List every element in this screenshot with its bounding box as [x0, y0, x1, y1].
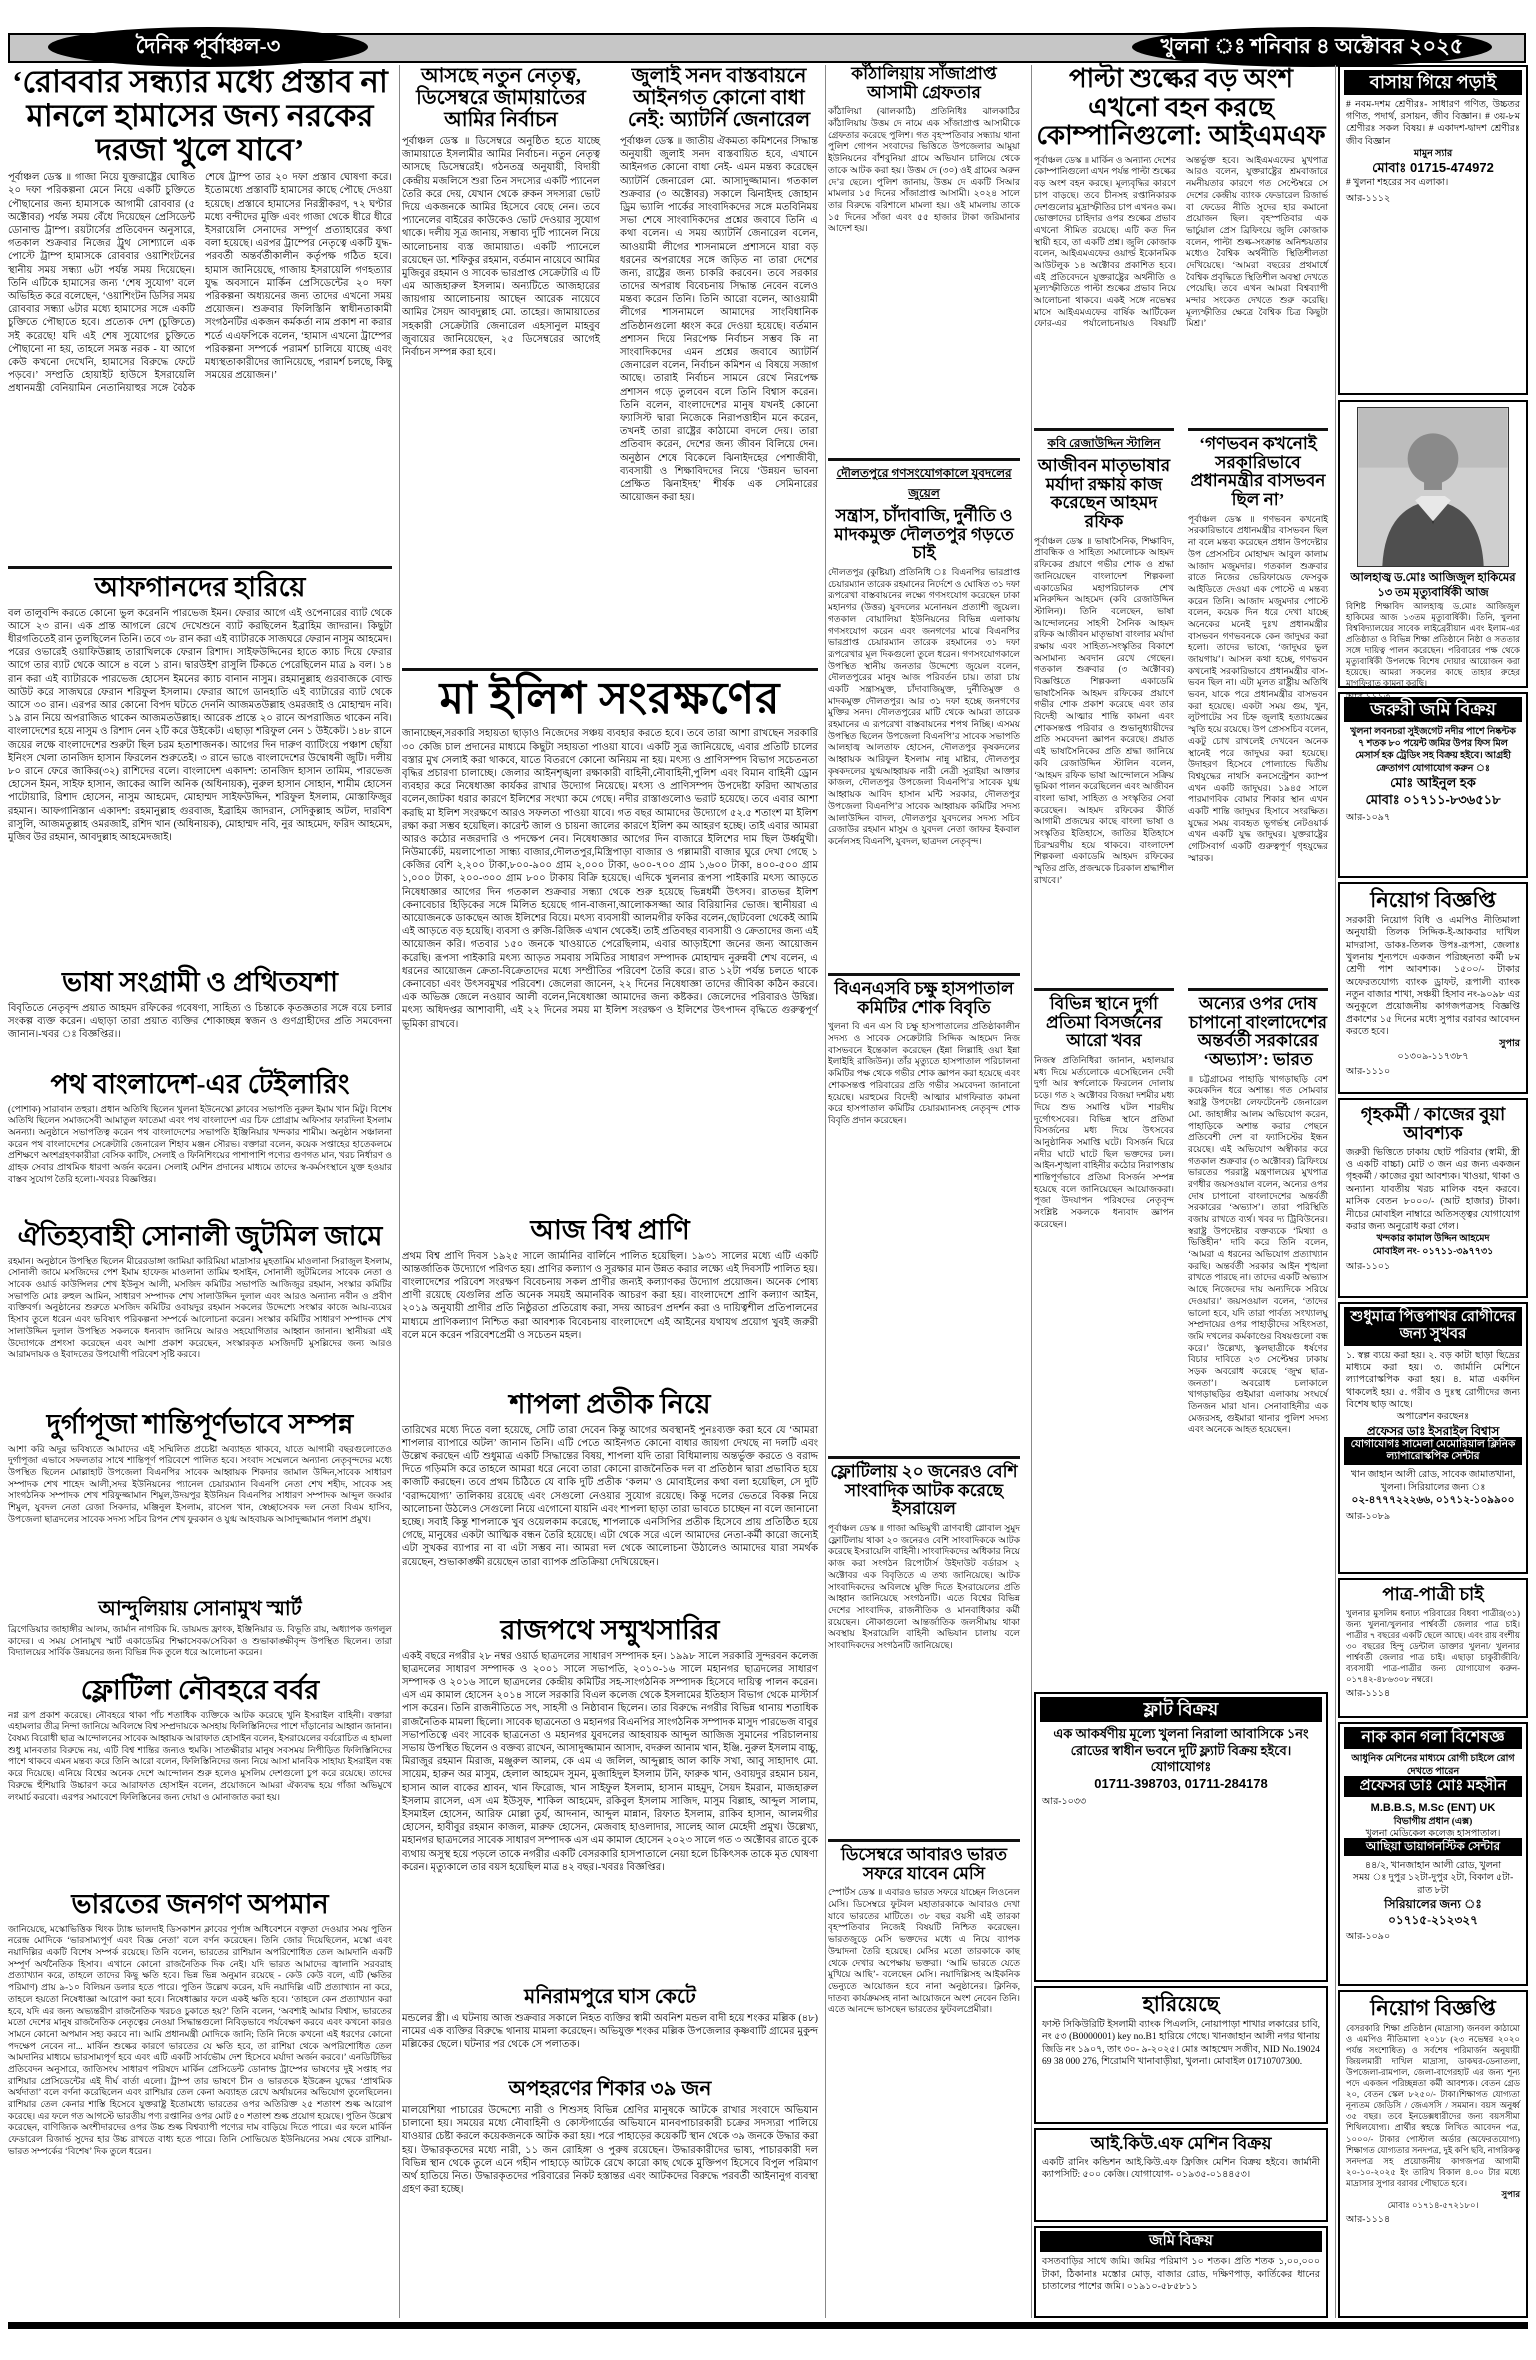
article-bhasha-headline: ভাষা সংগ্রামী ও প্রথিতযশা	[62, 967, 338, 997]
column-divider	[399, 65, 400, 2318]
masthead-left-badge	[48, 27, 368, 67]
article-attorney-body: পূর্বাঞ্চল ডেস্ক ॥ জাতীয় ঐকমত্য কমিশনের সিদ্ধান্ত অনুযায়ী জুলাই সনদ বাস্তবায়িত হবে, এখানে আইনগত কোনো বাধা নেই- এমন মন্তব্য করেছেন অ্যাটর্নি জেনারেল মো. আসাদুজ্জামান। গতকাল শুক্রবার (৩ অক্টোবর) সকালে ঝিনাইদহ জোহান ড্রিম ভ্যালি পার্কের সাংবাদিকদের সঙ্গে মতবিনিময় সভা শেষে সাংবাদিকদের প্রশ্নের জবাবে তিনি এ কথা বলেন। এ সময় অ্যাটর্নি জেনারেল বলেন, আওয়ামী লীগের শাসনামলে প্রশাসনে যারা বড় ধরনের অপরাধের সঙ্গে জড়িত না তারা দেশের জন্য, রাষ্ট্রের জন্য চাকরি করবেন। তবে সরকার তাদের অপরাধ বিবেচনায় সিদ্ধান্ত নেবেন বলেও মন্তব্য করেন তিনি। তিনি আরো বলেন, আওয়ামী লীগের শাসনামলে আমাদের সাংবিধানিক প্রতিষ্ঠানগুলো ধ্বংস করে দেওয়া হয়েছে। বর্তমান প্রশাসন দিয়ে নিরপেক্ষ নির্বাচন সম্ভব কি না সাংবাদিকদের এমন প্রশ্নের জবাবে অ্যাটর্নি জেনারেল বলেন, নির্বাচন কমিশন এ বিষয়ে সজাগ আছে। তারাই নির্বাচন সামনে রেখে নিরপেক্ষ প্রশাসন গড়ে তুলবেন বলে তিনি বিশ্বাস করেন। তিনি বলেন, বাংলাদেশের মানুষ যখনই কোনো ফ্যাসিস্ট দ্বারা নিজেকে নিরাপত্তাহীন মনে করেন, তখনই তারা রাষ্ট্রের কাঠামো বদলে দেয়। তারা প্রতিবাদ করেন, দেশের জন্য জীবন বিলিয়ে দেন। অনুষ্ঠান শেষে বিকেলে ঝিনাইদহের পেশাজীবী, ব্যবসায়ী ও শিক্ষাবিদদের নিয়ে ‘উন্নয়ন ভাবনা প্রেক্ষিত ঝিনাইদহ’ শীর্ষক এক সেমিনারের আয়োজন করা হয়।	[620, 136, 818, 504]
article-rafiq-body: পূর্বাঞ্চল ডেস্ক ॥ ভাষাসৈনিক, শিক্ষাবিদ, প্রাবন্ধিক ও সাহিত্য সমালোচক আহমদ রফিকের প্রয়াণে গভীর শোক ও শ্রদ্ধা জানিয়েছেন বাংলাদেশ শিল্পকলা একাডেমির মহাপরিচালক শেখ মনিরুদ্দিন আহমেদ (কবি রেজাউদ্দিন স্টালিন)। তিনি বলেছেন, ভাষা আন্দোলনের সাহসী সৈনিক আহমদ রফিক আজীবন মাতৃভাষা বাংলার মর্যাদা রক্ষায় এবং সাহিত্য-সংস্কৃতির বিকাশে অসামান্য অবদান রেখে গেছেন। গতকাল শুক্রবার (৩ অক্টোবর) বিজ্ঞপ্তিতে শিল্পকলা একাডেমি ভাষাসৈনিক আহমদ রফিকের প্রয়াণে গভীর শোক প্রকাশ করেছে এবং তার বিদেহী আত্মার শান্তি কামনা এবং শোকসন্তপ্ত পরিবার ও শুভানুধ্যায়ীদের প্রতি সমবেদনা জ্ঞাপন করেছে। প্রয়াত এই ভাষাসৈনিকের প্রতি শ্রদ্ধা জানিয়ে কবি রেজাউদ্দিন স্টালিন বলেন, ‘আহমদ রফিক ভাষা আন্দোলনে সক্রিয় ভূমিকা পালন করেছিলেন এবং আজীবন বাংলা ভাষা, সাহিত্য ও সংস্কৃতির সেবা করেছেন। আহমদ রফিকের কীর্তি আগামী প্রজন্মের কাছে বাংলা ভাষা ও সংস্কৃতির ইতিহাসে, জাতির ইতিহাসে চিরস্মরণীয় হয়ে থাকবে। বাংলাদেশ শিল্পকলা একাডেমি আহমদ রফিকের স্মৃতির প্রতি, প্রজন্মকে চিরকাল শ্রদ্ধাশীল রাখবে।’	[1034, 535, 1174, 885]
ad-job-notice-1-body: সরকারী নিয়োগ বিধি ও এমপিও নীতিমালা অনুযায়ী তিলক সিদ্দিক-ই-আকবার দাখিল মাদরাসা, ডাকঃ-তিলক উপঃ-রূপসা, জেলাঃ খুলনায় শূন্যপদে একজন পরিচ্ছনতা কর্মী ৮ম শ্রেণী পাশ আবশ্যক। ১৫০০/- টাকার অফেরতযোগ্য ব্যাংক ড্রাফট, রূপালী ব্যাংক নতুন বাজার শাখা, সঞ্চয়ী হিসাব নং-৯০৯৮ এর অনুকূলে প্রয়োজনীয় কাগজপত্রসহ বিজ্ঞপ্তি প্রকাশের ১৫ দিনের মধ্যে সুপার বরাবর আবেদন করতে হবে।	[1346, 916, 1520, 1038]
ad-job-notice-2	[1338, 1990, 1528, 2318]
article-durga-bisorjon-headline: বিভিন্ন স্থানে দুর্গা প্রতিমা বিসর্জনের আরো খবর	[1045, 994, 1163, 1051]
ad-gallstone-clinic-ref: আর-১০৮৯	[1346, 1511, 1391, 1522]
article-sonali-body: রহমান। অনুষ্ঠানে উপস্থিত ছিলেন মীরেরডাঙ্গা জামিয়া কারিমিয়া মাদ্রাসার মুহতামিম মাওলানা সিরাজুল ইসলাম, সোনালী জামে মসজিদের পেশ ইমাম হাফেজ মাওলানা তামিম হুসাইন, সোনালী জুটমিলের সাবেক নেতা ও সাবেক ওয়ার্ড কাউন্সিলর শেখ ইউনুস আলী, মসজিদ কমিটির সভাপতি আজিজুর রহমান, সংস্কার কমিটির সভাপতি মোঃ রুহুল আমিন, সাধারণ সম্পাদক শেখ সালাউদ্দিন দুলাল এবং আরও অন্যান্য নবীন ও প্রবীণ ব্যক্তিবর্গ। অনুষ্ঠানের শুরুতে মসজিদ কমিটির ওবায়দুর রহমান সকলের উদ্দেশ্যে সংস্কার কাজে আয়-ব্যয়ের হিসাব তুলে ধরেন এবং ভবিষ্যৎ পরিকল্পনা সম্পর্কে আলোচনা করেন। সংস্কার কমিটির সাধারণ সম্পাদক শেখ সালাউদ্দিন দুলাল উপস্থিত সকলকে ধন্যবাদ জানিয়ে আরও সহযোগিতার আহ্বান জানান। স্থানীয়রা এই উদ্যোগকে প্রশংসা করেছেন এবং আশা প্রকাশ করেছেন, সংস্কারকৃত মসজিদটি মুসল্লিদের জন্য আরও আরামদায়ক ও ইবাদতের উপযোগী পরিবেশ সৃষ্টি করবে।	[8, 1255, 392, 1360]
article-rafiq	[1034, 428, 1174, 984]
ad-gallstone-clinic-address: খান জাহান আলী রোড, সাবেক জামাতখানা, খুলনা। সিরিয়ালের জন্য ঃ	[1350, 1470, 1516, 1493]
article-gonobhobon	[1188, 428, 1328, 984]
article-hamas-headline: ‘রোববার সন্ধ্যার মধ্যে প্রস্তাব না মানলে হামাসের জন্য নরকের দরজা খুলে যাবে’	[12, 64, 388, 168]
ad-job-notice-2-body: বেসরকারি শিক্ষা প্রতিষ্ঠান (মাদ্রাসা) জনবল কাঠামো ও এমপিও নীতিমালা ২০১৮ (২৩ নভেম্বর ২০২০ পর্যন্ত সংশোধিত) ও সর্বশেষ পরিমার্জন অনুযায়ী জিয়লমারী দাখিল মাদ্রাসা, ডাকঘর-ডেনাতলা, উপজেলা-রামপাল, জেলা-বাগেরহাট এর জন্য শূন্য পদে একজন পরিচ্ছন্নতা কর্মী আবশ্যক। বেতন গ্রেড ২০, বেতন স্কেল ৮২৫০/- টাকা।শিক্ষাগত যোগ্যতা নূন্যতম জেডিসি / জেএসসি / সমমান। বয়স অনুর্ধ্ব ৩৫ বছর। তবে ইনডেক্সধারীদের জন্য বয়সসীমা শিথিলযোগ্য। প্রার্থীর স্বহস্তে লিখিত আবেদন পত্র, ১০০০/- টাকার পোস্টাল অর্ডার (অফেরতযোগ্য) শিক্ষাগত যোগ্যতার সনদপত্র, দুই কপি ছবি, নাগরিকত্ব সনদপত্র সহ প্রয়োজনীয় কাগজপত্র আগামী ২০-১০-২০২৫ ইং তারিখ বিকাল ৪.০০ টার মধ্যে মাদ্রাসার সুপার বরাবর পৌছাতে হবে।	[1346, 2023, 1520, 2188]
ad-ent-specialist-line1: আধুনিক মেশিনের মাধ্যমে রোগী চাইলে রোগ দেখতে পারেন	[1351, 1754, 1515, 1777]
article-rajpath	[402, 1616, 818, 1982]
article-andulia-headline: আন্দুলিয়ায় সোনামুখ স্মার্ট	[98, 1598, 302, 1620]
ad-ent-specialist-hospital: খুলনা মেডিকেল কলেজ হাসপাতাল।	[1365, 1828, 1501, 1839]
page-bottom-rule	[8, 2322, 1528, 2329]
ad-tuition-phone: মোবাঃ 01715-474972	[1372, 160, 1494, 176]
article-bhasha	[8, 968, 392, 1066]
article-afghan-headline: আফগানদের হারিয়ে	[94, 572, 306, 602]
ad-ent-specialist-title: নাক কান গলা বিশেষজ্ঞ	[1344, 1727, 1522, 1749]
article-hilsa	[402, 668, 818, 1212]
ad-gallstone-clinic	[1338, 1302, 1528, 1574]
article-flotilla-body: নগ্ন রূপ প্রকাশ করেছে। নৌবহরে থাকা পাঁচ শতাধিক ব্যক্তিকে আটক করেছে খুনি ইসরাইল বাহিনী। বক্তারা এহামলার তীব্র নিন্দা জানিয়ে অবিলম্বে বিশ্ব সম্প্রদায়কে অসহায় ফিলিস্তিনিদের পাশে দাঁড়ানোর আহ্বান জানান। বৈষম্য বিরোধী ছাত্র আন্দোলনের সাবেক আহ্বায়ক আরাফাত হোসাইন বলেন, ইসরায়েলের বর্বরোচিত এ হামলা শুধু মানবতার বিরুদ্ধে নয়, এটি বিশ্ব শান্তির জন্যও হুমকি। সাতক্ষীরার মানুষ সবসময় নিপীড়িত ফিলিস্তিনিদের পাশে থাকবে এমন মন্তব্য করে তিনি আরো বলেন, ফিলিস্তিনিদের জন্য নিয়ে আসা মানবিক সাহায্য ইসরাইল বন্ধ করে দিয়েছে। এনিয়ে বিশ্বের অনেক দেশে আন্দোলন শুরু হলেও মুসলিম দেশগুলো চুপ করে রয়েছে। তাদের বিরুদ্ধে হুঁশিয়ারি উচ্চারণ করে আরাফাত হোসাইন বলেন, প্রয়োজনে আমরা ঐক্যবদ্ধ হয়ে গাঁজা অভিমুখে লংমার্চ করবো। এরপর সমাবেশে ফিলিস্তিনের জন্য দোয়া ও মোনাজাত করা হয়।	[8, 1709, 392, 1802]
ad-ent-specialist-address: ৪৪/২, খানজাহান আলী রোড, খুলনা	[1364, 1861, 1502, 1872]
ad-land-sale	[1034, 2226, 1328, 2318]
ad-flat-sale	[1034, 1692, 1328, 1982]
column-divider	[825, 65, 826, 2318]
masthead-right-badge	[1132, 27, 1492, 67]
article-attorney-headline: জুলাই সনদ বাস্তবায়নে আইনগত কোনো বাধা নেই: অ্যাটর্নি জেনারেল	[627, 65, 811, 131]
article-bnsb-body: খুলনা বি এন এস বি চক্ষু হাসপাতালের প্রতিষ্ঠাকালীন সদস্য ও সাবেক সেক্রেটারি সিদ্দিক আহমেদ নিজ বাসভবনে ইন্তেকাল করেছেন (ইন্না লিল্লাহি ওয়া ইন্না ইলাইহি রাজিউন)। তাঁর মৃত্যুতে হাসপাতাল পরিচালনা কমিটির পক্ষ থেকে গভীর শোক জ্ঞাপন করা হয়েছে এবং শোকসন্তপ্ত পরিবারের প্রতি গভীর সমবেদনা জানানো হয়েছে। মরহুমের বিদেহী আত্মার মাগফিরাত কামনা করে হাসপাতাল কমিটির চেয়ারম্যানসহ নেতৃবৃন্দ শোক বিবৃতি প্রদান করেছেন।	[828, 1021, 1020, 1125]
ad-ent-specialist-hours: সময় ঃ দুপুর ১২টা-দুপুর ২টা, বিকাল ৫টা-রাত ৮টা	[1352, 1873, 1514, 1896]
ad-flat-sale-body: এক আকর্ষণীয় মূল্যে খুলনা নিরালা আবাসিকে ১নং রোডের স্বাধীন ভবনে দুটি ফ্ল্যাট বিক্রয় হইবে। যোগাযোগঃ	[1053, 1725, 1309, 1775]
article-kathalia	[828, 65, 1020, 455]
ad-maid-wanted-contact: খন্দকার কামাল উদ্দিন আহমেদ	[1376, 1234, 1490, 1245]
ad-urgent-land-contact: মোঃ আইনুল হক	[1390, 775, 1476, 791]
article-sonali	[8, 1222, 392, 1406]
article-monirampur	[402, 1986, 818, 2074]
article-messi-body: স্পোর্টস ডেস্ক ॥ এবারও ভারত সফরে যাচ্ছেন লিওনেল মেসি। ডিসেম্বরে ফুটবল মহাতারকাকে আবারও দেখা যাবে ভারতের মাটিতে। ৩৮ বছর বয়সী এই তারকা বৃহস্পতিবার নিজেই বিষয়টি নিশ্চিত করেছেন। ভারতজুড়ে মেসি ভক্তদের মধ্যে এ নিয়ে ব্যাপক উন্মাদনা তৈরি হয়েছে। মেসির মতো তারকাকে কাছ থেকে দেখার অপেক্ষায় ভক্তরা। ‘আমি ভারতে যেতে মুখিয়ে আছি’- বলেছেন মেসি। নয়াদিল্লিসহ আইকনিক ভেন্যুতে আয়োজন হবে নানা অনুষ্ঠানের। ক্লিনিক, দাতব্য কার্যক্রমসহ নানা আয়োজনে অংশ নেবেন তিনি। এতে আনন্দে ভাসছেন ভারতের ফুটবলপ্রেমীরা।	[828, 1887, 1020, 2015]
masthead-section-title: দৈনিক পূর্বাঞ্চল-৩	[135, 33, 281, 58]
ad-ent-specialist-role: বিভাগীয় প্রধান (এক্স)	[1393, 1816, 1473, 1827]
article-kidnap-headline: অপহরণের শিকার ৩৯ জন	[508, 2078, 712, 2100]
article-kathalia-headline: কাঁঠালিয়ায় সাঁজাপ্রাপ্ত আসামী গ্রেফতার	[851, 64, 997, 102]
article-imf-body: পূর্বাঞ্চল ডেস্ক ॥ মার্কিন ও অন্যান্য দেশের কোম্পানিগুলো এখন পর্যন্ত পাল্টা শুল্কের বড় অংশ বহন করছে। মূল্যবৃদ্ধির কারণে চাপ বাড়ছে। তবে চীনসহ রপ্তানিকারক দেশগুলোর মুদ্রাস্ফীতির চাপ এখনও কম। ভোক্তাদের চাহিদার ওপর শুল্কের প্রভাব এখনো সীমিত রয়েছে। এটি কত দিন স্থায়ী হবে, তা একটি প্রশ্ন। জুলি কোজাক বলেন, আইএমএফের ওয়ার্ল্ড ইকোনমিক আউটলুক ১৪ অক্টোবর প্রকাশিত হবে। এই প্রতিবেদনে যুক্তরাষ্ট্রের অর্থনীতি ও মূল্যস্ফীতিতে পাল্টা শুল্কের প্রভাব নিয়ে আলোচনা থাকবে। একই সঙ্গে নভেম্বর মাসে আইএমএফের বার্ষিক আর্টিকেল ফোর-এর পর্যালোচনায়ও বিষয়টি অন্তর্ভুক্ত হবে। আইএমএফের মুখপাত্র আরও বলেন, যুক্তরাষ্ট্রের শ্রমবাজারে নমনীয়তার কারণে গত সেপ্টেম্বরে সে দেশের কেন্দ্রীয় ব্যাংক ফেডারেল রিজার্ভ বা ফেডের নীতি সুদের হার কমানো প্রয়োজন ছিল। বৃহস্পতিবার এক ভার্চুয়াল প্রেস ব্রিফিংয়ে জুলি কোজাক বলেন, পাল্টা শুল্ক-সংক্রান্ত অনিশ্চয়তার মধ্যেও বৈশ্বিক অর্থনীতি স্থিতিশীলতা দেখিয়েছে। ‘আমরা বছরের প্রথমার্ধে বৈশ্বিক প্রবৃদ্ধিতে স্থিতিশীল অবস্থা দেখতে পেয়েছি। তবে এখন আমরা বিশ্বব্যাপী মন্দার সংকেত দেখতে শুরু করেছি। মূল্যস্ফীতির ক্ষেত্রে বৈশ্বিক চিত্র কিছুটা মিশ্র।’	[1034, 154, 1328, 329]
ad-job-notice-1	[1338, 882, 1528, 1094]
article-flotilla	[8, 1676, 392, 1886]
article-messi	[828, 1839, 1020, 2318]
article-durga-peaceful-body: আশা করি অদুর ভবিষ্যতে আমাদের এই সম্মিলিত প্রচেষ্টা অব্যাহত থাকবে, যাতে আগামী বছরগুলোতেও দুর্গাপূজা এভাবে সফলতার সাথে শান্তিপূর্ণ পরিবেশে পালিত হবে। সংবাদ সম্মেলনে অন্যান্য নেতৃবৃন্দদের মধ্যে উপস্থিত ছিলেন মোল্লাহাট উপজেলা বিএনপির সাবেক আহ্বায়ক শিকদার জামাল উদ্দিন,সাবেক সাধারণ সম্পাদক শেখ শাহেদ আলী,সদর ইউনিয়নের প্যানেল চেয়ারম্যান বিএনপি নেতা শেখ শহীদ, সাবেক সহ সাংগঠনিক সম্পাদক শেখ শরিফুজ্জামান শিমুল,উদয়পুর ইউনিয়ন বিএনপির সাধারণ সম্পাদক আব্দুল জব্বার শিমুল, যুবদল নেতা রেজা সিকদার, মঞ্জিনুল ইসলাম, রাসেল খান, স্বেচ্ছাসেবক দল নেতা বিএম হাসিব, উপজেলা ছাত্রদলের সাবেক সদস্য সচিব রিপন শেখ ফুরকান ও যুগ্ম আহবায়ক আসাদুজ্জামান পলাশ প্রমুখ।	[8, 1443, 392, 1524]
article-durga-bisorjon-body: নিজস্ব প্রতিনিধিরা জানান, মহালয়ার মধ্য দিয়ে মর্ত্যলোকে এসেছিলেন দেবী দুর্গা আর স্বর্গলোকে ফিরলেন দোলায় চড়ে। গত ২ অক্টোবর বিজয়া দশমীর মধ্য দিয়ে শুভ সমাপ্তি ঘটল শারদীয় দুর্গোৎসবের। বিভিন্ন স্থানে প্রতিমা বিসর্জনের মধ্য দিয়ে উৎসবের আনুষ্ঠানিক সমাপ্তি ঘটে। বিসর্জন ঘিরে নদীর ঘাটে ঘাটে ছিল ভক্তদের ঢল। আইন-শৃঙ্খলা বাহিনীর কঠোর নিরাপত্তায় শান্তিপূর্ণভাবে প্রতিমা বিসর্জন সম্পন্ন হয়েছে বলে জানিয়েছেন আয়োজকরা। পূজা উদযাপন পরিষদের নেতৃবৃন্দ সংশ্লিষ্ট সকলকে ধন্যবাদ জ্ঞাপন করেছেন।	[1034, 1055, 1174, 1229]
ad-tuition-ref: আর-১১১২	[1346, 193, 1391, 204]
ad-ent-specialist	[1338, 1722, 1528, 1986]
ad-urgent-land-title: জরুরী জমি বিক্রয়	[1344, 697, 1522, 722]
article-shapla-body: তারিখের মধ্যে দিতে বলা হয়েছে, সেটি তারা দেবেন কিন্তু আগের অবস্থানই পুনঃব্যক্ত করা হবে যে ‘আমরা শাপলার ব্যাপারে অটল’ জানান তিনি। এটি পেতে আইনগত কোনো বাধার জায়গা দেখছে না দলটি এবং উল্লেখ করছেন এটি শুধুমাত্র একটি সিদ্ধান্তের বিষয়, শাপলা যদি তারা বিধিমালায় অন্তর্ভুক্ত করতে ও বরাদ্দ দিতে গড়িমসি করে তাহলে আমরা ধরে নেবো তারা কোনো রাজনৈতিক দল বা প্রতিষ্ঠান দ্বারা প্রভাবিত হয়ে কাজটি করছেন। তবে প্রথম চিঠিতে যে বাকি দুটি প্রতীক ‘কলম’ ও মোবাইলের কথা বলা হয়েছিল, সে দুটি ‘বরাদ্দযোগ্য’ তালিকায় রয়েছে এবং সেগুলো নেওয়ার সুযোগ রয়েছে। কিন্তু দলের ভেতরে বিকল্প নিয়ে আলোচনা উঠলেও সেগুলো নিয়ে এগোনো যায়নি এবং শাপলা ছাড়া তারা ভাবতে চাচ্ছেন না বলে জানানো হচ্ছে। সবাই কিন্তু শাপলাকে খুব ওয়েলকাম করেছে, শাপলাকে এনসিপির প্রতীক হিসেবে প্রায় প্রতিষ্ঠিত হয়ে গেছে, মানুষের একটা আত্মিক বন্ধন তৈরি হয়েছে। এটা থেকে সরে এলে আমাদের নেতা-কর্মী কারো জন্যেই এটা সুখকর ব্যাপার না বা এটা সম্ভব না। আমরা দল থেকে আলোচনা উঠালেও আমাদের যারা সমর্থক রয়েছেন, শুভাকাঙ্ক্ষী রয়েছেন তারা ব্যাপক প্রতিক্রিয়া দেখিয়েছেন।	[402, 1424, 818, 1568]
ad-iqf-machine	[1034, 2128, 1328, 2222]
ad-tuition-body: # নবম-দশম শ্রেণীরঃ- সাধারণ গণিত, উচ্চতর গণিত, পদার্থ, রসায়ন, জীব বিজ্ঞান। # ৩য়-৮ম শ্রেণীরঃ সকল বিষয়। # একাদশ-দ্বাদশ শ্রেণীরঃ জীব বিজ্ঞান	[1346, 99, 1520, 147]
article-poth-body: (পোশাক) সারা‌বান তহুরা। প্রধান অতিথি ছিলেন খুলনা ইউনেস্কো ক্লাবের সভাপতি নুরুল ইমাম খান মিটু। বিশেষ অতিথি ছিলেন সমাজসেবী আমাতুল ফাতেমা এবং পথ বাংলাদেশ এর চিফ প্রোগ্রাম অফিসার ফারদিনা ইসলাম অনন্যা। অনুষ্ঠানে সভাপতিত্ব করেন পথ বাংলাদেশের সভাপতি ইঞ্জিনিয়ার খন্দকার শামীম। অনুষ্ঠান সঞ্চালনা করেন পথ বাংলাদেশের সেক্রেটারি জেনারেল শিহাব মঞ্জন সৌরভ। বক্তারা বলেন, কয়েক সপ্তাহের হাতেকলমে প্রশিক্ষণে অংশগ্রহণকারীরা বেসিক কাটিং, সেলাই ও ফিনিশিংয়ের পাশাপাশি পণ্যের গুণগত মান, খরচ নির্ধারণ ও গ্রাহক সেবার প্রাথমিক ধারণা অর্জন করেন। সেলাই মেশিন প্রদানের মাধ্যমে তাদের স্ব-কর্মসংস্থানে যুক্ত হওয়ার বাস্তব সুযোগ তৈরি হলো।-খবরঃ বিজ্ঞপ্তির।	[8, 1103, 392, 1184]
ad-urgent-land-phone: মোবাঃ ০১৭১১-৮৩৬৫১৮	[1365, 791, 1501, 807]
ad-flat-sale-phones: 01711-398703, 01711-284178	[1094, 1776, 1268, 1792]
ad-iqf-machine-title: আই.কিউ.এফ মেশিন বিক্রয়	[1090, 2134, 1272, 2153]
ad-gallstone-clinic-title: শুধুমাত্র পিত্তপাথর রোগীদের জন্য সুখবর	[1344, 1307, 1522, 1346]
ad-lost-notice-body: ফাস্ট সিকিউরিটি ইসলামী ব্যাংক পিএলসি, নোয়াপাড়া শাখার লকারের চাবি, নং ৫৩ (B0000001) key no.B1 হারিয়ে গেছে। খানজাহান আলী নগর থানায় জিডি নং ১৯০৭, তাং ৩০- ৯-২০২৫। মোঃ আহম্মেদ সজীব, NID No.19024 69 38 000 276, শিরোমণি খানাবাড়ীয়া, খুলনা। মোবাইল 01710707300.	[1042, 2020, 1320, 2068]
article-doulatpur-headline: সন্ত্রাস, চাঁদাবাজি, দুর্নীতি ও মাদকমুক্ত দৌলতপুর গড়তে চাই	[834, 506, 1014, 563]
ad-maid-wanted	[1338, 1098, 1528, 1298]
article-shapla	[402, 1390, 818, 1612]
article-animal-day	[402, 1216, 818, 1386]
article-hamas	[8, 65, 392, 562]
article-durga-peaceful	[8, 1410, 392, 1594]
article-durga-bisorjon	[1034, 988, 1174, 1688]
ad-iqf-machine-body: একটি রানিং কন্ডিশন আই.কিউ.এফ ফ্রিজিং মেশিন বিক্রয় হইবে। জার্মানী ক্যাপসিটি: ৫০০ কেজি। যোগাযোগ- ০১৯৩৫-০১৪৪৫৩।	[1042, 2157, 1320, 2181]
article-imf	[1034, 65, 1328, 423]
article-imf-headline: পাল্টা শুল্কের বড় অংশ এখনো বহন করছে কোম্পানিগুলো: আইএমএফ	[1036, 64, 1326, 151]
article-poth-headline: পথ বাংলাদেশ-এর টেইলারিং	[50, 1069, 350, 1099]
article-india-insult	[8, 1890, 392, 2318]
article-rafiq-kicker: কবি রেজাউদ্দিন স্টালিন	[1047, 436, 1161, 450]
ad-matrimonial-body: খুলনার মুসলিম ধনাঢ্য পরিবারের বিধবা পাত্রীর(৩১) জন্য খুলনা/খুলনার পার্শ্ববর্তী জেলার পাত্র চাই। পাত্রীর ৭ বছরের একটি ছেলে আছে। এবং রায় বংশীয় ৩০ বছরের হিন্দু ডেন্টাল ডাক্তার খুলনা/ খুলনার পার্শ্ববর্তী জেলার পাত্র চাই। এছাড়া চাকুরীজীবি/ব্যবসায়ী পাত্র-পাত্রীর জন্য যোগাযোগ করুন- ০১৭৪২-৪৮৬৩০৮ নম্বরে।	[1346, 1607, 1520, 1685]
ad-lost-notice-title: হারিয়েছে	[1142, 1992, 1220, 2016]
article-sonali-headline: ঐতিহ্যবাহী সোনালী জুটমিল জামে	[17, 1221, 383, 1251]
masthead-dateline: খুলনা ঃ শনিবার ৪ অক্টোবর ২০২৫	[1160, 33, 1464, 58]
article-kathalia-body: কাঁঠালিয়া (ঝালকাঠি) প্রতিনিধিঃ ঝালকাঠির কাঁঠালিয়ায় উত্তম দে নামে এক সাঁজাপ্রাপ্ত আসামীকে গ্রেফতার করেছে পুলিশ। গত বৃহস্পতিবার সন্ধ্যায় থানা পুলিশ গোপন সংবাদের ভিত্তিতে উপজেলার আমুয়া ইউনিয়নের বাঁশবুনিয়া গ্রামে অভিযান চালিয়ে থেকে তাকে আটক করা হয়। উত্তম দে (৩০) ওই গ্রামের অরুন দে’র ছেলে। পুলিশ জানায়, উত্তম দে একটি সিআর মামলার ১৫ দিনের সাঁজাপ্রাপ্ত আসামী। ২০২৪ সালে তার বিরুদ্ধে বরিশালে মামলা হয়। ওই মামলায় তাকে ১৫ দিনের সাঁজা এবং ৫৫ হাজার টাকা জরিমানার আদেশ হয়।	[828, 106, 1020, 234]
ad-maid-wanted-ref: আর-১১০১	[1346, 1261, 1391, 1272]
ad-maid-wanted-phone: মোবাইল নং- ০১৭১১-৩৯৭৭৩১	[1372, 1246, 1494, 1257]
article-kidnap-body: মালয়েশিয়া পাচারের উদ্দেশ্যে নারী ও শিশুসহ বিভিন্ন শ্রেণির মানুষকে আটকে রাখার সংবাদে অভিযান চালানো হয়। সময়ের মধ্যে নৌবাহিনী ও কোস্টগার্ডের অভিযানে মানবপাচারকারী চক্রের সদস্যরা পালিয়ে যাওয়ার চেষ্টা করলে কয়েকজনকে আটক করা হয়। পরে পাহাড়ের কয়েকটি স্থান থেকে ৩৯ জনকে উদ্ধার করা হয়। উদ্ধারকৃতদের মধ্যে নারী, ১১ জন রোহিঙ্গা ও পুরুষ রয়েছেন। উদ্ধারকারীদের ভাষ্য, পাচারকারী দল বিভিন্ন স্থান থেকে তুলে এনে গহীন পাহাড়ে আটকে রেখে কারো কাছ থেকে মুক্তিপণ হিসেবে বিপুল পরিমাণ অর্থ হাতিয়ে নিত। উদ্ধারকৃতদের পরিবারের নিকট হস্তান্তর এবং আটকদের বিরুদ্ধে পরবর্তী আইনানুগ ব্যবস্থা গ্রহণ করা হচ্ছে।	[402, 2105, 818, 2196]
ad-matrimonial-title: পাত্র-পাত্রী চাই	[1382, 1584, 1484, 1604]
ad-land-sale-title: জমি বিক্রয়	[1040, 2231, 1322, 2252]
ad-gallstone-clinic-doctor: প্রফেসর ডাঃ ইসরাইল বিশ্বাস	[1366, 1423, 1500, 1438]
ad-job-notice-1-phone: ০১৩০৯-১১৭৩৮৭	[1397, 1051, 1469, 1062]
ad-job-notice-2-ref: আর-১১১৪	[1346, 2214, 1391, 2225]
article-india-insult-headline: ভারতের জনগণ অপমান	[71, 1889, 329, 1919]
ad-flat-sale-title: ফ্লাট বিক্রয়	[1040, 1697, 1322, 1722]
ad-tuition-tutor: মামুন স্যার	[1413, 149, 1453, 160]
ad-urgent-land-ref: আর-১০৯৭	[1346, 812, 1391, 823]
ad-urgent-land	[1338, 692, 1528, 878]
article-shapla-headline: শাপলা প্রতীক নিয়ে	[509, 1389, 711, 1419]
article-afghan-body: বল তালুবন্দি করতে কোনো ভুল করেননি পারভেজ ইমন। ফেরার আগে এই ওপেনারের ব্যাট থেকে আসে ২৩ রান। এক প্রান্ত আগলে রেখে দেখেশুনে ব্যাট করছিলেন ইব্রাহিম জাদরান। কিছুটা ধীরগতিতেই রান তুলছিলেন তিনি। তবে ৩৮ রান করা এই ব্যাটারকে সাজঘরে ফেরান নাসুম আহমেদ। পরের ওভারেই ওয়াফিউল্লাহ তারাখিলকে ফেরান রিশাদ। সাইফউদ্দিনের হাতে ক্যাচ দিয়ে ফেরার আগে তার ব্যাট থেকে আসে ৪ বলে ১ রান। দ্বারউইশ রাসুলি টিকতে পেরেছিলেন মাত্র ৯ বল। ১৪ রান করা এই ব্যাটারকে পারভেজ হোসেন ইমনের ক্যাচ বানান নাসুম। রহমানুল্লাহ গুরবাজকে বোল্ড আউট করে সাজঘরে ফেরান শরিফুল ইসলাম। ফেরার আগে ডানহাতি এই ব্যাটারের ব্যাট থেকে আসে ৩০ রান। এরপর আর কোনো বিপদ ঘটতে দেননি আজমতউল্লাহ ওমরজাই ও মোহাম্মদ নবি। ১৯ রান নিয়ে অপরাজিত থাকেন আজমতউল্লাহ। আরেক প্রান্তে ২০ রানে অপরাজিত থাকেন নবি। বাংলাদেশের হয়ে নাসুম ও রিশাদ নেন ২টি করে উইকেট। এছাড়া শরিফুল নেন ১ উইকেট। ১৪৮ রানে জয়ের লক্ষে বাংলাদেশের শুরুটা ছিল চরম হতাশাজনক। আগের দিন দারুণ ব্যাটিংয়ে পঞ্চাশ ছোঁয়া ইনিংস খেলা তানজিদ হাসান ফিরলেন শুরুতেই। ৩ রানে ভাঙে বাংলাদেশের উদ্বোধনী জুটি। দলীয় ৮০ রানে ফেরে জাকির(৩২) রাশিদের বলে। বাংলাদেশ একাদশ: তানজিদ হাসান তামিম, পারভেজ হোসেন ইমন, সাইফ হাসান, জাকের আলি অনিক (অধিনায়ক), নুরুল হাসান সোহান, শামীম হোসেন পাটোয়ারি, রিশাদ হোসেন, নাসুম আহমেদ, মোহাম্মদ সাইফউদ্দিন, শরিফুল ইসলাম, মোস্তাফিজুর রহমান। আফগানিস্তান একাদশ: রহমানুল্লাহ গুরবাজ, ইব্রাহিম জাদরান, সেদিকুল্লাহ অটল, দারবিশ রাসুলি, আজমতুল্লাহ ওমরজাই, রশিদ খান (অধিনায়ক), মোহাম্মদ নবি, নুর আহমেদ, ফরিদ আহমেদ, মুজিব উর রহমান, আবদুল্লাহ আহমেদজাই।	[8, 607, 392, 843]
article-messi-headline: ডিসেম্বরে আবারও ভারত সফরে যাবেন মেসি	[841, 1845, 1007, 1883]
article-bnsb-headline: বিএনএসবি চক্ষু হাসপাতাল কমিটির শোক বিবৃতি	[834, 979, 1014, 1017]
column-divider	[1335, 65, 1336, 2318]
ad-maid-wanted-body: জরুরী ভিত্তিতে ঢাকায় ছোট পরিবার (স্বামী, স্ত্রী ও একটি বাচ্চা) মোট ৩ জন এর জন্য একজন গৃহকর্মী / কাজের বুয়া আবশ্যক। খাওয়া, থাকা ও অন্যান্য যাবতীয় খরচ মালিক বহন করবে। মাসিক বেতন ৮০০০/- (আট হাজার) টাকা। নীচের মোবাইল নাম্বারে অতিসত্ত্বর যোগাযোগ করার জন্য অনুরোধ করা গেল।	[1346, 1147, 1520, 1232]
article-afghan	[8, 566, 392, 964]
article-india-habit-body: ॥ চট্টগ্রামের পাহাড়ি খাগড়াছড়ি বেশ কয়েকদিন ধরে অশান্ত। গত সোমবার স্বরাষ্ট্র উপদেষ্টা লেফটেনেন্ট জেনারেল মো. জাহাঙ্গীর আলম অভিযোগ করেন, পাহাড়িকে অশান্ত করার পেছনে প্রতিবেশী দেশ বা ফ্যাসিস্টের ইন্ধন রয়েছে। এই অভিযোগ অস্বীকার করে গতকাল শুক্রবার (৩ অক্টোবর) ব্রিফিংয়ে ভারতের পররাষ্ট্র মন্ত্রণালয়ের মুখপাত্র রণধীর জয়সওয়াল বলেন, অন্যের ওপর দোষ চাপানো বাংলাদেশের অন্তর্বর্তী সরকারের ‘অভ্যাস’। তারা পরিস্থিতি বজায় রাখতে ব্যর্থ। খবর দ্য ট্রিবিউনের। স্বরাষ্ট্র উপদেষ্টার বক্তব্যকে ‘মিথ্যা ও ভিত্তিহীন’ দাবি করে তিনি বলেন, ‘আমরা এ ধরনের অভিযোগ প্রত্যাখ্যান করছি। অন্তর্বর্তী সরকার আইন শৃঙ্খলা রাখতে পারছে না। তাদের একটি অভ্যাস আছে নিজেদের দায় অন্যদিকে সরিয়ে দেওয়ার।’ জয়সওয়াল বলেন, ‘তাদের ভালো হবে, যদি তারা পার্বত্য সংখ্যালঘু সম্প্রদায়ের ওপর পাহাড়ীদের সহিংসতা, জমি দখলের কর্মকাণ্ডের বিষয়গুলো বন্ধ করে।’ উল্লেখ্য, স্কুলছাত্রীকে ধর্ষণের বিচার দাবিতে ২৩ সেপ্টেম্বর ঢাকায় সড়ক অবরোধ করেছে ‘জুম্ম ছাত্র-জনতা’। অবরোধ চলাকালে খাগড়াছড়ির গুইমারা এলাকায় সংঘর্ষে তিনজন মারা যান। সেনাবাহিনীর এক মেজরসহ, গুইমারা থানার পুলিশ সদস্য এবং অনেকে আহত হয়েছেন।	[1188, 1073, 1328, 1435]
article-india-habit-headline: অন্যের ওপর দোষ চাপানো বাংলাদেশের অন্তর্বর্তী সরকারের ‘অভ্যাস’: ভারত	[1188, 994, 1328, 1070]
ad-ent-specialist-ref: আর-১০৯০	[1346, 1932, 1391, 1943]
article-doulatpur-body: দৌলতপুর (কুষ্টিয়া) প্রতিনিধি ঃ বিএনপির ভারপ্রাপ্ত চেয়ারম্যান তারেক রহমানের নির্দেশে ও ঘোষিত ৩১ দফা রূপরেখা বাস্তবায়নের লক্ষ্যে গণসংযোগ করেছেন ঢাকা মহানগর (উত্তর) যুবদলের মনোনয়ন প্রত্যাশী জুয়েল। গতকাল বোয়ালিয়া ইউনিয়নের বিভিন্ন এলাকায় গণসংযোগ করেন এবং জনগণের মাঝে বিএনপির ভারপ্রাপ্ত চেয়ারম্যান তারেক রহমানের ৩১ দফা রূপরেখার মূল দিকগুলো তুলে ধরেন। গণসংযোগকালে উপস্থিত স্থানীয় জনতার উদ্দেশ্যে জুয়েল বলেন, দৌলতপুরের মানুষ আজ পরিবর্তন চায়। তারা চায় একটি সন্ত্রাসমুক্ত, চাঁদাবাজিমুক্ত, দুর্নীতিমুক্ত ও মাদকমুক্ত দৌলতপুর। আর ৩১ দফা হচ্ছে জনগণের মুক্তির সনদ। দৌলতপুরের মাটি থেকে আমরা তারেক রহমানের এ রূপরেখা বাস্তবায়নের শপথ নিচ্ছি। এসময় উপস্থিত ছিলেন উপজেলা বিএনপি’র সাবেক সভাপতি আলহাজ্ব আলতাফ হোসেন, দৌলতপুর কৃষকদলের আহ্বায়ক আরিফুল ইসলাম নান্নু মাষ্টার, দৌলতপুর কৃষকদলের যুগ্মআহ্বায়ক নারী নেত্রী সুরাইয়া আক্তার কাজল, দৌলতপুর উপজেলা বিএনপি’র সাবেক যুগ্ম আহ্বায়ক আবিদ হাসান মন্টি সরকার, দৌলতপুর উপজেলা বিএনপি’র সাবেক আহ্বায়ক কমিটির সদস্য আলাউদ্দিন বাদল, দৌলতপুর যুবদলের সদস্য সচিব রেজাউর রহমান মাসুম ও যুবদল নেতা জাফর ইকবাল কর্নেলসহ বিএনপি, যুবদল, ছাত্রদল নেতৃবৃন্দ।	[828, 567, 1020, 846]
ad-land-sale-body: বসতবাড়ির সাথে জমি। জমির পরিমাণ ১০ শতক। প্রতি শতক ১,০০,০০০ টাকা, ঠিকানাঃ মস্তোর মোড়, বাজার রোড, দক্ষিণপাড়, কার্তিকের ধানের চাতালের পাশের জমি। ০১৯১০-৫৮৫৮১১	[1042, 2257, 1320, 2292]
article-doulatpur-kicker: দৌলতপুরে গণসংযোগকালে যুবদলের জুয়েল	[836, 466, 1012, 500]
article-hilsa-headline: মা ইলিশ সংরক্ষণের	[439, 674, 781, 723]
article-monirampur-headline: মনিরামপুরে ঘাস কেটে	[524, 1986, 696, 2008]
ad-ent-diagnostic-center: আছিয়া ডায়াগনস্টিক সেন্টার	[1344, 1838, 1522, 1856]
article-monirampur-body: মন্ডলের স্ত্রী। এ ঘটনায় আজ শুক্রবার সকালে নিহত ব্যক্তির স্বামী অবনিশ মন্ডল বাদী হয়ে শংকর মল্লিক (৪৮) নামের এক ব্যক্তির বিরুদ্ধে থানায় মামলা করেছেন। অভিযুক্ত শংকর মল্লিক উপজেলার কৃষ্ণবাটি গ্রামের মুকুন্দ মল্লিকের ছেলে। ঘটনার পর থেকে সে পলাতক।	[402, 2013, 818, 2051]
article-poth	[8, 1070, 392, 1218]
article-animal-day-headline: আজ বিশ্ব প্রাণি	[530, 1215, 690, 1245]
article-rajpath-body: একই বছরে নগরীর ২৮ নম্বর ওয়ার্ড ছাত্রদলের সাধারণ সম্পাদক হন। ১৯৯৮ সালে সরকারি সুন্দরবন কলেজ ছাত্রদলের সাধারণ সম্পাদক ও ২০০১ সালে সভাপতি, ২০১০-১৬ সালে মহানগর ছাত্রদলের সাধারণ সম্পাদক ও ২০১৬ সালে ছাত্রদলের কেন্দ্রীয় কমিটির সহ-সাংগঠনিক সম্পাদক হিসেবে দায়িত্ব পালন করেন। এস এম কামাল হোসেন ২০১৪ সালে সরকারি বিএল কলেজ থেকে ইসলামের ইতিহাস বিভাগ থেকে মাস্টার্স পাস করেন। তিনি রাজনীতিতে সৎ, সাহসী ও নিষ্ঠাবান ছিলেন। তার বিরুদ্ধে নগরীর বিভিন্ন থানায় শতাধিক রাজনৈতিক মামলা ছিলো। সাবেক ছাত্রনেতা ও মহানগর বিএনপির সাংগঠনিক সম্পাদক মাসুদ পারভেজ বাবুর সভাপতিত্বে এবং সাবেক ছাত্রনেতা ও মহানগর যুবদলের আহবায়ক আব্দুল আজিজ সুমানের পরিচালনায় সভায় উপস্থিত ছিলেন ও বক্তব্য রাখেন, আসাদুজ্জামান আসাদ, বদরুল আনাম খান, ইঞ্জি. নুরুল ইসলাম বাচ্চু, মিরাজুর রহমান মিরাজ, মঞ্জুরুল আলম, কে এম এ জলিল, আব্দুল্লাহ আল কাফি সখা, আবু সাহাদাৎ মো. সায়েম, হারুন অর মাসুম, হেলাল আহমেদ সুমন, মুজাহিদুল ইসলাম টনি, ফারুক খান, ওবায়দুর রহমান চয়ন, হাসান আল বাকের শ্রাবন, খান ফিরোজ, খান সাইফুল ইসলাম, হাসান মাহমুদ, সৈয়দ ইমরান, মাজহারুল ইসলাম রাসেল, এস এম ইউসুফ, শাকিল আহমেদ, রকিবুল ইসলাম সাজিদ, মাসুম বিল্লাহ, আব্দুল সালাম, ইসমাইল হোসেন, আরিফ মোল্লা তুর্য, আদনান, আব্দুল মান্নান, রিফাত ইসলাম, রাকিব হাসান, আলমগীর হোসেন, হাবীবুর রহমান কাজল, মারুফ হোসেন, মেজবাহ হাওলাদার, সালেহ আল মেহেদী প্রমুখ। উল্লেখ্য, মহানগর ছাত্রদলের সাবেক সাধারণ সম্পাদক এস এম কামাল হোসেন ২০২৩ সালে গত ৩ অক্টোবর রাতে বুকে ব্যথায় অসুস্থ হয়ে পড়লে তাকে নগরীর একটি বেসরকারি হাসপাতালে নেয়া হলে চিকিৎসক তাকে মৃত ঘোষণা করেন। মৃত্যুকালে তার বয়স হয়েছিল মাত্র ৪২ বছর।-খবরঃ বিজ্ঞপ্তির।	[402, 1650, 818, 1873]
article-durga-peaceful-headline: দুর্গাপূজা শান্তিপূর্ণভাবে সম্পন্ন	[46, 1409, 354, 1439]
ad-lost-notice	[1034, 1986, 1328, 2124]
ad-job-notice-1-title: নিয়োগ বিজ্ঞপ্তি	[1370, 888, 1496, 912]
article-gonobhobon-body: পূর্বাঞ্চল ডেস্ক ॥ গণভবন কখনোই সরকারিভাবে প্রধানমন্ত্রীর বাসভবন ছিল না বলে মন্তব্য করেছেন প্রধান উপদেষ্টার উপ প্রেসসচিব মোহাম্মদ আবুল কালাম আজাদ মজুমদার। গতকাল শুক্রবার রাতে নিজের ভেরিফায়েড ফেসবুক আইডিতে দেওয়া এক পোস্টে এ মন্তব্য করেন তিনি। আজাদ মজুমদার পোস্টে বলেন, কয়েক দিন ধরে দেখা যাচ্ছে অনেকের মনেই দুঃখ প্রধানমন্ত্রীর বাসভবন গণভবনকে কেন জাদুঘর করা হলো। তাদের ভাষ্যে, ‘জাদুঘর ভুল জায়গায়’। আসল কথা হচ্ছে, গণভবন কখনোই সরকারিভাবে প্রধানমন্ত্রীর বাস-ভবন ছিল না। এটা মূলত রাষ্ট্রীয় অতিথি ভবন, যাকে পরে প্রধানমন্ত্রীর বাসভবন করা হয়েছে। একটা সময় গুম, খুন, লুটপাটের সব চিহ্ন জুলাই হত্যাযজ্ঞের স্মৃতি হয়ে রয়েছে। উপ প্রেসসচিব বলেন, একটু চোখ রাখলেই দেখবেন অনেক স্থানেই পরে জাদুঘর করা হয়েছে। উদাহরণ হিসেবে পোল্যান্ডে দ্বিতীয় বিশ্বযুদ্ধের নাথসি কনসেন্ট্রেশন ক্যাম্প এখন একটি জাদুঘর। ১৯৪৫ সালে পারমাণবিক বোমার শিকার স্থান এখন একটি শান্তি জাদুঘর হিসাবে সংরক্ষিত। যুদ্ধের সময় ব্যবহৃত ভূগর্ভস্থ নেটওয়ার্ক এখন একটি যুদ্ধ জাদুঘর। যুক্তরাষ্ট্রের গেটিসবার্গ একটি গুরুত্বপূর্ণ গৃহযুদ্ধের স্মারক।	[1188, 513, 1328, 863]
article-flotilla-headline: ফ্লোটিলা নৌবহরে বর্বর	[80, 1675, 320, 1705]
ad-gallstone-clinic-operator-label: অপারেশন করছেনঃ	[1396, 1412, 1470, 1423]
ad-obituary-body: বিশিষ্ট শিক্ষাবিদ আলহাজ্ব ড.মোঃ আজিজুল হাকিমের আজ ১৩তম মৃত্যুবার্ষিকী। তিনি, খুলনা বিশ্ববিদ্যালয়ের সাবেক লাইব্রেরীয়ান এবং ইলাম-এর প্রতিষ্ঠাতা ও বিভিন্ন শিক্ষা প্রতিষ্ঠানে নিষ্ঠা ও সততার সঙ্গে দায়িত্ব পালন করেছেন। পরিবারের পক্ষ থেকে মৃত্যুবার্ষিকী উপলক্ষে বিশেষ দোয়ার আয়োজন করা হয়েছে। আমরা সকলের কাছে তাহার রুহের মাগফিরাত কামনা করছি।	[1346, 600, 1520, 689]
ad-matrimonial-ref: আর-১১১৪	[1346, 1689, 1391, 1700]
column-divider	[1031, 65, 1032, 2318]
article-kidnap	[402, 2078, 818, 2318]
ad-ent-specialist-degree: M.B.B.S, M.Sc (ENT) UK	[1370, 1802, 1496, 1815]
obituary-photo	[1357, 407, 1509, 567]
ad-job-notice-1-ref: আর-১১১০	[1346, 1067, 1391, 1078]
ad-ent-specialist-serial: সিরিয়ালের জন্য ঃ ০১৭১৫-২১২৩২৭	[1384, 1897, 1482, 1927]
ad-job-notice-2-title: নিয়োগ বিজ্ঞপ্তি	[1370, 1996, 1496, 2020]
article-attorney	[620, 65, 818, 665]
ad-gallstone-clinic-body: ১. স্বল্প ব্যয়ে করা হয়। ২. বড় কাটা ছাড়া ছিদ্রের মাধ্যমে করা হয়। ৩. জার্মানি মেশিনে ল্যাপরোস্কপিক করা হয়। ৪. মাত্র একদিন থাকলেই হয়। ৫. গরীব ও দুঃস্থ রোগীদের জন্য বিশেষ ছাড় আছে।	[1346, 1350, 1520, 1410]
article-hilsa-body: জানাচ্ছেন,সরকারি সহায়তা ছাড়াও নিজেদের সঞ্চয় ব্যবহার করতে হবে। তবে তারা আশা রাখছেন সরকারি ৩০ কেজি চাল প্রদানের মাধ্যমে কিছুটা সহায়তা পাওয়া যাবে। একটি সুত্র জানিয়েছে, এবার প্রতিটি চালের বস্তার মুখ সেলাই করা থাকবে, যাতে বিতরণে কোনো অনিয়ম না হয়। মৎস্য ও প্রাণিসম্পদ বিভাগ সচেতনতা বৃদ্ধির প্রচারণা চালাচ্ছে। জেলার আইনশৃঙ্খলা রক্ষাকারী বাহিনী,নৌবাহিনী,পুলিশ এবং বিমান বাহিনী ড্রোন ব্যবহার করে নিষেধাজ্ঞা কার্যকর রাখার উদ্যোগ নিয়েছে। মৎস্য ও প্রাণিসম্পদ উপদেষ্টা ফরিদা আখতার বলেন,জাটকা ধরার কারণে ইলিশের সংখ্যা কমে গেছে। নদীর রাস্তাগুলোও ভরাট হয়েছে। তবে এবার আশা করছি মা ইলিশ সংরক্ষণে আরও সফলতা পাওয়া যাবে। গত বছর আমাদের উদ্যোগে ৫২.৫ শতাংশ মা ইলিশ রক্ষা করা সম্ভব হয়েছিল। কারেন্ট জাল ও চায়না জালের কারণে ইলিশ কম আহরণ হচ্ছে। তাই এবার আমরা আরও কঠোর নজরদারি ও পদক্ষেপ নেব। নিষেধাজ্ঞার আগের দিন বাজারে ইলিশের দাম ছিল উর্ধ্বমুখী। নিউমার্কেট, ময়লাপোতা সান্ধ্য বাজার,দৌলতপুর,মিস্ত্রিপাড়া বাজার ও গল্লামারী বাজার ঘুরে দেখা গেছে ১ কেজির বেশি ২,২০০ টাকা,৮০০-৯০০ গ্রাম ২,০০০ টাকা, ৬০০-৭০০ গ্রাম ১,৬০০ টাকা, ৪০০-৫০০ গ্রাম ১,০০০ টাকা, ২০০-৩০০ গ্রাম ৮০০ টাকায় বিক্রি হয়েছে। এদিকে খুলনার রূপসা পাইকারি মৎস্য আড়তে নিষেধাজ্ঞার আগের দিন গতকাল শুক্রবার সন্ধ্যা থেকে শুরু হয়েছে ভিন্নধর্মী উৎসব। রাতভর ইলিশ কেনাবেচার হিড়িকের সঙ্গে মিলিত হয়েছে গান-বাজনা,আলোকসজ্জা আর বিরিয়ানির ভোজ। স্থানীয়রা এ আয়োজনকে ডাকছেন আজ ইলিশের বিয়ে। মৎস্য ব্যবসায়ী আলমগীর ফকির বলেন,ছোটবেলা থেকেই আমি এই আড়তে বড় হয়েছি। ব্যবসা ও রুজি-রিজিক এখান থেকেই। তাই প্রতিবছর ব্যবসায়ী ও ক্রেতাদের জন্য এই আয়োজন করি। গতবার ১৫০ জনকে খাওয়াতে পেরেছিলাম, এবার আড়াইশো জনের জন্য আয়োজন করেছি। রূপসা পাইকারি মৎস্য আড়ত সমবায় সমিতির সাধারণ সম্পাদক মোহাম্মদ নুরুন্নবী শেখ বলেন, এ ধরনের আয়োজন ক্রেতা-বিক্রেতাদের মধ্যে সম্প্রীতির পরিবেশ তৈরি করে। রাত ১২টা পর্যন্ত চলতে থাকে কেনাবেচা এবং উৎসবমুখর পরিবেশ। জেলেরা জানেন, ২২ দিনের নিষেধাজ্ঞা তাদের জীবিকা কঠিন করবে। এক অভিজ্ঞ জেলে নওয়াব আলী বলেন,নিষেধাজ্ঞা আমাদের জন্য কষ্টকর। জেলেদের পরিবারও উদ্বিগ্ন। মৎস্য অধিদপ্তর আশাবাদী, এই ২২ দিনের সময় মা ইলিশ সংরক্ষণ ও ইলিশের উৎপাদন বৃদ্ধিতে গুরুত্বপূর্ণ ভূমিকা রাখবে।	[402, 728, 818, 1030]
article-hamas-body: পূর্বাঞ্চল ডেস্ক ॥ গাজা নিয়ে যুক্তরাষ্ট্রের ঘোষিত ২০ দফা পরিকল্পনা মেনে নিয়ে একটি চুক্তিতে পৌছানোর জন্য হামাসকে আগামী রোববার (৫ অক্টোবর) পর্যন্ত সময় বেঁধে দিয়েছেন প্রেসিডেন্ট ডোনাল্ড ট্রাম্প। রয়টার্সের প্রতিবেদন অনুসারে, গতকাল শুক্রবার নিজের ট্রুথ সোশ্যালে এক পোস্টে ট্রাম্প হামাসকে রোববার ওয়াশিংটনের স্থানীয় সময় সন্ধ্যা ৬টা পর্যন্ত সময় দিয়েছেন। তিনি এটিকে হামাসের জন্য ‘শেষ সুযোগ’ বলে অভিহিত করে বলেছেন, ‘ওয়াশিংটন ডিসির সময় রোববার সন্ধ্যা ৬টার মধ্যে হামাসের সঙ্গে একটি চুক্তিতে পৌছাতে হবে। প্রত্যেক দেশ (চুক্তিতে) সই করেছে! যদি এই শেষ সুযোগের চুক্তিতে পৌছানো না হয়, তাহলে সমস্ত নরক - যা আগে কেউ কখনো দেখেনি, হামাসের বিরুদ্ধে ফেটে পড়বে।’ সম্প্রতি হোয়াইট হাউসে ইসরায়েলি প্রধানমন্ত্রী বেনিয়ামিন নেতানিয়াহুর সঙ্গে বৈঠক শেষে ট্রাম্প তার ২০ দফা প্রস্তাব ঘোষণা করে। ইতোমধ্যে প্রস্তাবটি হামাসের কাছে পৌছে দেওয়া হয়েছে। প্রস্তাবে হামাসের নিরস্ত্রীকরণ, ৭২ ঘণ্টার মধ্যে বন্দীদের মুক্তি এবং গাজা থেকে ধীরে ধীরে ইসরায়েলি সেনাদের সম্পূর্ণ প্রত্যাহারের কথা বলা হয়েছে। এরপর ট্রাম্পের নেতৃত্বে একটি যুদ্ধ-পরবর্তী অন্তর্বর্তীকালীন কর্তৃপক্ষ গঠিত হবে। হামাস জানিয়েছে, গাজায় ইসরায়েলি গণহত্যার যুদ্ধ অবসানে মার্কিন প্রেসিডেন্টের ২০ দফা পরিকল্পনা অধ্যয়নের জন্য তাদের এখনো সময় প্রয়োজন। শুক্রবার ফিলিস্তিনি স্বাধীনতাকামী সংগঠনটির একজন কর্মকর্তা নাম প্রকাশ না করার শর্তে এএফপিকে বলেন, ‘হামাস এখনো ট্রাম্পের পরিকল্পনা সম্পর্কে পরামর্শ চালিয়ে যাচ্ছে এবং মধ্যস্থতাকারীদের জানিয়েছে, পরামর্শ চলছে, কিছু সময়ের প্রয়োজন।’	[8, 172, 392, 395]
ad-matrimonial	[1338, 1578, 1528, 1718]
ad-flat-sale-ref: আর-১০৩৩	[1042, 1797, 1087, 1808]
ad-job-notice-1-signature: সুপার	[1499, 1039, 1520, 1050]
article-jamaat-body: পূর্বাঞ্চল ডেস্ক ॥ ডিসেম্বরে অনুষ্ঠিত হতে যাচ্ছে জামায়াতে ইসলামীর আমির নির্বাচন। নতুন নেতৃত্ব আসছে ডিসেম্বরেই। গঠনতন্ত্র অনুযায়ী, বিদায়ী কেন্দ্রীয় মজলিসে শুরা তিন সদস্যের একটি প্যানেল তৈরি করে দেয়, যেখান থেকে রুকন সদস্যরা ভোট দিয়ে একজনকে আমির হিসেবে বেছে নেন। তবে প্যানেলের বাইরের কাউকেও ভোট দেওয়ার সুযোগ থাকে। দলীয় সূত্র জানায়, সম্ভাব্য দুটি প্যানেল নিয়ে আলোচনায় ব্যস্ত জামায়াত। একটি প্যানেলে রয়েছেন ডা. শফিকুর রহমান, বর্তমান নায়েবে আমির মুজিবুর রহমান ও সাবেক ভারপ্রাপ্ত সেক্রেটারি এ টি এম আজহারুল ইসলাম। অন্যটিতে আজহারের জায়গায় আলোচনায় আছেন আরেক নায়েবে আমির সৈয়দ আবদুল্লাহ মো. তাহের। জামায়াতের সহকারী সেক্রেটারি জেনারেল এহসানুল মাহবুব জুবায়ের জানিয়েছেন, ২৫ ডিসেম্বরের আগেই নির্বাচন সম্পন্ন করা হবে।	[402, 136, 600, 358]
article-jamaat-headline: আসছে নতুন নেতৃত্ব, ডিসেম্বরে জামায়াতের আমির নির্বাচন	[416, 65, 586, 131]
article-flotilla-journalists	[828, 1456, 1020, 1836]
ad-maid-wanted-title: গৃহকর্মী / কাজের বুয়া আবশ্যক	[1360, 1104, 1506, 1143]
article-andulia-body: ব্রিগেডিয়ার জাহাঙ্গীর আলম, জার্মান নাগরিক মি. ডায়মন্ড ফ্রাংক, ইঞ্জিনিয়ার ড. বিভূতি রায়, অধ্যাপক জগলুল কাদের। এ সময় সোনামুখ স্মার্ট একাডেমির শিক্ষাসেবক/সেবিকা ও শুভাকাঙ্ক্ষীবৃন্দ উপস্থিত ছিলেন। তারা বিদ্যালয়ের সার্বিক উন্নয়নের জন্য বিভিন্ন দিক তুলে ধরে আলোচনা করেন।	[8, 1624, 392, 1658]
article-rajpath-headline: রাজপথে সম্মুখসারির	[500, 1615, 720, 1645]
article-flotilla-journalists-body: পূর্বাঞ্চল ডেস্ক ॥ গাজা অভিমুখী ত্রাণবাহী গ্লোবাল সুমুদ ফ্লোটিলায় থাকা ২০ জনেরও বেশি সাংবাদিককে আটক করেছে ইসরায়েলি বাহিনী। সাংবাদিকদের অধিকার নিয়ে কাজ করা সংগঠন রিপোর্টার্স উইদাউট বর্ডারস ২ অক্টোবর এক বিবৃতিতে এ তথ্য জানিয়েছে। আটক সাংবাদিকদের অবিলম্বে মুক্তি দিতে ইসরায়েলের প্রতি আহ্বান জানিয়েছে সংগঠনটি। এতে বিশ্বের বিভিন্ন দেশের সাংবাদিক, রাজনীতিক ও মানবাধিকার কর্মী রয়েছেন। নৌকাগুলো আন্তর্জাতিক জলসীমায় থাকা অবস্থায় ইসরায়েলি বাহিনী অভিযান চালায় বলে সাংবাদিকদের সংগঠনটি জানিয়েছে।	[828, 1523, 1020, 1650]
article-gonobhobon-headline: ‘গণভবন কখনোই সরকারিভাবে প্রধানমন্ত্রীর বাসভবন ছিল না’	[1190, 434, 1326, 510]
article-flotilla-journalists-headline: ফ্লোটিলায় ২০ জনেরও বেশি সাংবাদিক আটক করেছে ইসরায়েল	[830, 1462, 1018, 1519]
ad-tuition-area: # খুলনা শহরের সব এলাকা।	[1346, 178, 1449, 189]
article-andulia	[8, 1598, 392, 1672]
ad-obituary	[1338, 400, 1528, 688]
article-india-insult-body: জানিয়েছে, মস্কোভিত্তিক থিংক ট্যাঙ্ক ভালদাই ডিসকাশন ক্লাবের পূর্ণাঙ্গ অধিবেশনে বক্তৃতা দেওয়ার সময় পুতিন নরেন্দ্র মোদিকে ‘ভারসাম্যপূর্ণ এবং বিজ্ঞ নেতা’ বলে বর্ণন করেছেন। তিনি জোর দিয়েছিলেন, মস্কো এবং নয়াদিল্লির একটি বিশেষ সম্পর্ক রয়েছে। তিনি বলেন, ভারতের রাশিয়ান অপরিশোধিত তেল আমদানি একটি সম্পূর্ণ অর্থনৈতিক হিসাব। এখানে কোনো রাজনৈতিক দিক নেই। যদি ভারত আমাদের জ্বালানি সরবরাহ প্রত্যাখ্যান করে, তাহলে তাদের কিছু ক্ষতি হবে। ভিন্ন ভিন্ন অনুমান রয়েছে - কেউ কেউ বলে, এটি (ক্ষতির পরিমাণ) প্রায় ৯-১০ বিলিয়ন ডলার হতে পারে। পুতিন উল্লেখ করেন, যদি নয়াদিল্লি এটি প্রত্যাখ্যান না করে, তাহলে হয়তো নিষেধাজ্ঞা আরোপ করা হবে। নিষেধাজ্ঞার ফলে একই ক্ষতি হবে। ‘তাহলে কেন প্রত্যাখ্যান করা হবে, যদি এর জন্য অভ্যন্তরীণ রাজনৈতিক খরচও চুকাতে হয়?’ তিনি বলেন, ‘অবশ্যই আমার বিশ্বাস, ভারতের মতো দেশের মানুষ রাজনৈতিক নেতৃত্বের নেওয়া সিদ্ধান্তগুলো নিবিড়ভাবে পর্যবেক্ষণ করবে এবং কখনো কারও সামনে কোনো অপমান সহ্য করবে না। আমি প্রধানমন্ত্রী মোদিকে জানি; তিনি নিজে কখনো এই ধরণের কোনো পদক্ষেপ নেবেন না... মার্কিন শুল্কের কারণে ভারতের যে ক্ষতি হবে, তা রাশিয়া থেকে অপরিশোধিত তেল আমদানির মাধ্যমে ভারসাম্যপূর্ণ হবে এবং এটি একটি সার্বভৌম দেশ হিসেবে মর্যাদা অর্জন করবে।’ এনডিটিভির প্রতিবেদন অনুসারে, জাতিসংঘ সাধারণ পরিষদে মার্কিন প্রেসিডেন্ট ডোনাল্ড ট্রাম্পের ভাষণের দুই সপ্তাহ পর রাশিয়ার প্রেসিডেন্টের এই দীর্ঘ বার্তা এলো। ট্রাম্প তার ভাষণে চীন ও ভারতকে ইউক্রেন যুদ্ধের ‘প্রাথমিক অর্থদাতা’ বলে বর্ণনা করেছিলেন এবং রাশিয়ার তেল কেনা অব্যাহত রেখে অর্থায়নের অভিযোগ তুলেছিলেন। রাশিয়ার তেল কেনার শাস্তি হিসেবে যুক্তরাষ্ট্র ইতোমধ্যে ভারতের ওপর অতিরিক্ত ২৫ শতাংশ শুল্ক আরোপ করেছে। এর ফলে গত আগস্টে ভারতীয় পণ্য রপ্তানির ওপর মোট ৫০ শতাংশ শুল্ক প্রয়োগ হয়েছে। পুতিন উল্লেখ করেছেন, বাণিজ্যিক অংশীদারদের ওপর উচ্চ শুল্ক বিশ্বব্যাপী পণ্যের দাম বাড়িয়ে দিতে পারে। এর ফলে মার্কিন ফেডারেল রিজার্ভ সুদের হার উচ্চ রাখতে বাধ্য হতে পারে। তিনি সোভিয়েত ইউনিয়নের সময় থেকে রাশিয়া-ভারত সম্পর্কের ‘বিশেষ’ দিক তুলে ধরেন।	[8, 1923, 392, 2156]
ad-tuition-title: বাসায় গিয়ে পড়াই	[1344, 70, 1522, 95]
article-doulatpur	[828, 458, 1020, 970]
article-jamaat	[402, 65, 600, 665]
article-animal-day-body: প্রথম বিশ্ব প্রাণি দিবস ১৯২৫ সালে জার্মানির বার্লিনে পালিত হয়েছিল। ১৯৩১ সালের মধ্যে এটি একটি আন্তর্জাতিক উদ্যোগে পরিণত হয়। প্রাণির কল্যাণ ও সুরক্ষার মান উন্নত করার লক্ষ্যে এই দিবসটি পালিত হয়। বাংলাদেশের পরিবেশ সংরক্ষণ বিবেচনায় সকল প্রাণীর জন্যই কল্যাণকর উদ্যোগ প্রয়োজন। অনেক পোষ্য প্রাণী রয়েছে যেগুলির প্রতি অনেক সময়ই অমানবিক আচরণ করা হয়। বাংলাদেশে প্রাণি কল্যাণ আইন, ২০১৯ অনুযায়ী প্রাণীর প্রতি নিষ্ঠুরতা প্রতিরোধ করা, সদয় আচরণ প্রদর্শন করা ও দায়িত্বশীল প্রতিপালনের মাধ্যমে প্রাণিকল্যাণ নিশ্চিত করা আবশ্যক বিবেচনায় বাংলাদেশে এই আইনের যথাযথ প্রয়োগ খুবই জরুরী বলে মনে করেন পরিবেশপ্রেমী ও সচেতন মহল।	[402, 1250, 818, 1341]
ad-ent-specialist-doctor: প্রফেসর ডাঃ মোঃ মহসীন	[1344, 1776, 1522, 1797]
ad-job-notice-2-signature: সুপার	[1501, 2188, 1520, 2199]
ad-obituary-title: আলহাজ্ব ড.মোঃ আজিজুল হাকিমের ১৩ তম মৃত্যুবার্ষিকী আজ	[1350, 572, 1516, 599]
ad-tuition	[1338, 65, 1528, 395]
article-india-habit	[1188, 988, 1328, 1688]
ad-gallstone-clinic-phones: ০২-৪৭৭৭২২২৬৬, ০১৭১২-১০৯৯০০	[1351, 1493, 1515, 1506]
article-rafiq-headline: আজীবন মাতৃভাষার মর্যাদা রক্ষায় কাজ করেছেন আহমদ রফিক	[1037, 456, 1171, 532]
ad-gallstone-clinic-name: যোগাযোগঃ সামেলা মেমোরিয়াল ক্লিনিক ল্যাপারোস্কপিক সেন্টার	[1344, 1437, 1522, 1465]
ad-urgent-land-body: খুলনা লবনচরা সুইজগেট নদীর পাশে নিষ্কন্টক ৭ শতক ৮০ পয়েন্ট জমির উপর ফিস মিল মেসার্স হক ট্রেডিং সহ বিক্রয় হইবে। আগ্রহী ক্রেতাগণ যোগাযোগ করুন ঃ	[1350, 726, 1516, 774]
ad-job-notice-2-phone: মোবাঃ ০১৭১৪-৫৭২১৮০।	[1387, 2199, 1479, 2210]
article-bhasha-body: বিবৃতিতে নেতৃবৃন্দ প্রয়াত আহমদ রফিকের গবেষণা, সাহিত্য ও চিন্তাকে কৃতজ্ঞতার সঙ্গে বয়ে চলার সংকল্প ব্যক্ত করেন। এছাড়া তারা প্রয়াত ব্যক্তির শোকাচ্ছন্ন স্বজন ও গুণগ্রাহীদের প্রতি সমবেদনা জানান।-খবর ঃ বিজ্ঞপ্তির।।	[8, 1002, 392, 1041]
article-bnsb	[828, 973, 1020, 1453]
